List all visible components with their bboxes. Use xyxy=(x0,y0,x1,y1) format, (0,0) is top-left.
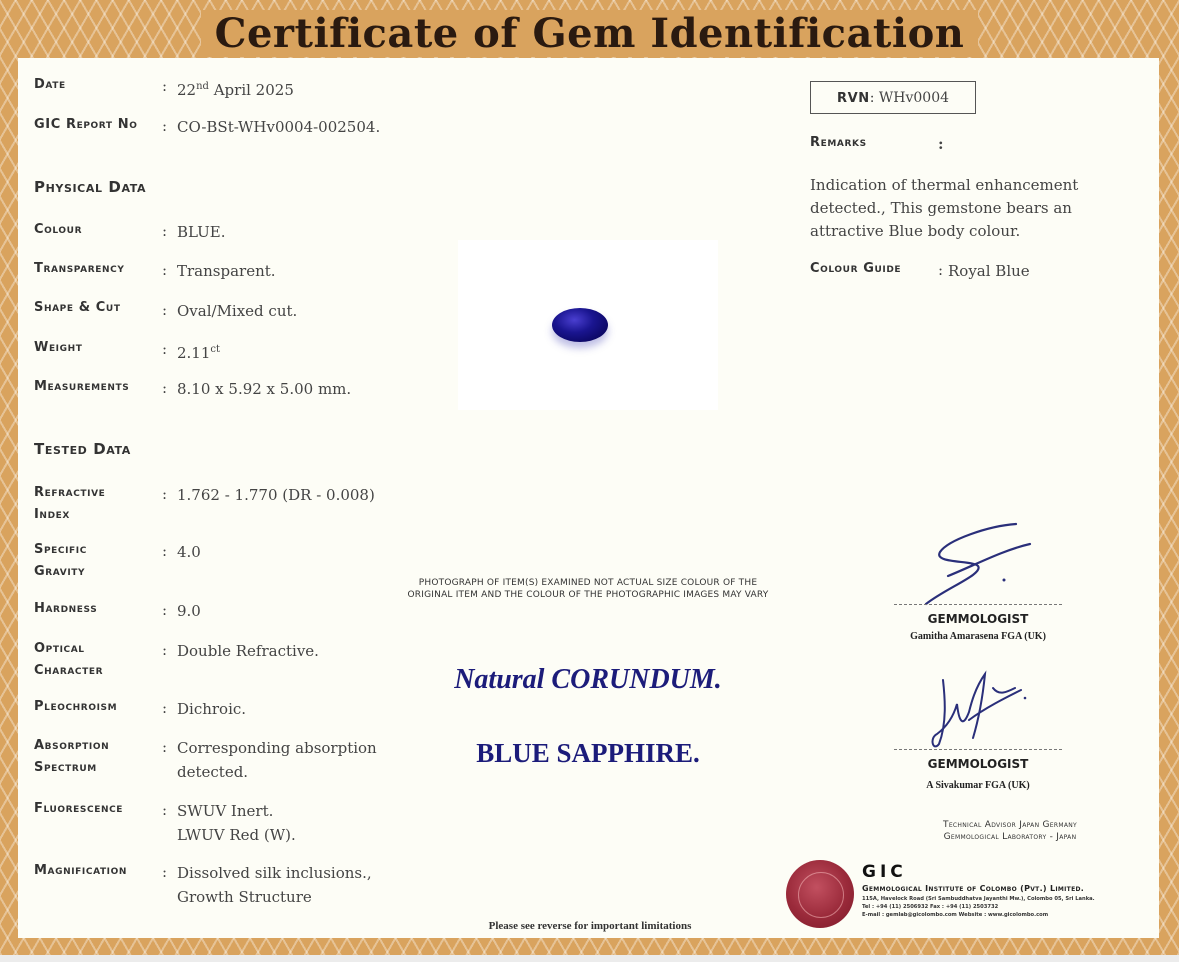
colon: : xyxy=(162,699,168,717)
lab-address: 115A, Havelock Road (Sri Sambuddhatva Jayanthi Mw.), Colombo 05, Sri Lanka. xyxy=(862,896,1095,902)
colon: : xyxy=(938,261,944,279)
certificate-title: Certificate of Gem Identification xyxy=(0,10,1179,57)
rvn-colon: : xyxy=(869,90,879,106)
colon: : xyxy=(162,340,168,358)
signature-line xyxy=(894,604,1062,605)
measurements-value: 8.10 x 5.92 x 5.00 mm. xyxy=(177,380,352,398)
colon: : xyxy=(162,542,168,560)
seal-ring xyxy=(798,872,844,918)
measurements-label: Measurements xyxy=(34,379,130,394)
colour-value: BLUE. xyxy=(177,223,226,241)
colon: : xyxy=(938,135,944,153)
tested-heading: Tested Data xyxy=(34,440,131,458)
gic-logo: GIC xyxy=(862,862,907,882)
fluorescence-label: Fluorescence xyxy=(34,801,124,816)
colon: : xyxy=(162,301,168,319)
gem-variety: BLUE SAPPHIRE. xyxy=(476,738,700,768)
gem-species: Natural CORUNDUM. xyxy=(454,664,722,695)
technical-advisor: Technical Advisor Japan Germany Gemmological Laboratory - Japan xyxy=(943,820,1077,842)
report-label: GIC Report No xyxy=(34,117,138,132)
magnification-value: Dissolved silk inclusions., Growth Structure xyxy=(177,864,372,906)
rvn-value: WHv0004 xyxy=(878,90,950,106)
pleochroism-value: Dichroic. xyxy=(177,700,247,718)
report-value: CO-BSt-WHv0004-002504. xyxy=(177,118,381,136)
colon: : xyxy=(162,863,168,881)
rvn-label: RVN xyxy=(836,91,870,106)
colon: : xyxy=(162,601,168,619)
colour-guide-value: Royal Blue xyxy=(948,262,1030,280)
pleochroism-label: Pleochroism xyxy=(34,699,118,714)
gemmologist-1-name: Gamitha Amarasena FGA (UK) xyxy=(910,631,1046,642)
shape-label: Shape & Cut xyxy=(34,300,121,315)
weight-label: Weight xyxy=(34,340,83,355)
lab-phone: Tel : +94 (11) 2506932 Fax : +94 (11) 2503732 xyxy=(862,904,999,910)
gemmologist-2-name: A Sivakumar FGA (UK) xyxy=(926,780,1030,791)
colon: : xyxy=(162,117,168,135)
signature-1 xyxy=(918,518,1038,610)
colon: : xyxy=(162,485,168,503)
reverse-note: Please see reverse for important limitations xyxy=(488,920,692,932)
colon: : xyxy=(162,77,168,95)
hardness-value: 9.0 xyxy=(177,602,201,620)
magnification-label: Magnification xyxy=(34,863,128,878)
fluorescence-value: SWUV Inert. LWUV Red (W). xyxy=(177,802,296,844)
colon: : xyxy=(162,641,168,659)
signature-line xyxy=(894,749,1062,750)
photo-disclaimer: PHOTOGRAPH OF ITEM(S) EXAMINED NOT ACTUAL SIZE COLOUR OF THE ORIGINAL ITEM AND THE COLOUR OF THE PHOTOGRAPHIC IMAGES MAY VARY xyxy=(407,578,769,600)
optical-value: Double Refractive. xyxy=(177,642,319,660)
rvn-box xyxy=(810,81,976,114)
date-label: Date xyxy=(34,77,66,92)
date-value: 22nd April 2025 xyxy=(177,81,294,99)
lab-name: Gemmological Institute of Colombo (Pvt.) Limited. xyxy=(862,884,1085,893)
ri-label: Refractive Index xyxy=(34,485,106,522)
gem-photo xyxy=(552,308,608,342)
colon: : xyxy=(162,379,168,397)
remarks-label: Remarks xyxy=(810,135,867,150)
absorption-value: Corresponding absorption detected. xyxy=(177,739,377,781)
wax-seal xyxy=(786,860,854,928)
optical-label: Optical Character xyxy=(34,641,104,678)
hardness-label: Hardness xyxy=(34,601,98,616)
shape-value: Oval/Mixed cut. xyxy=(177,302,298,320)
lab-email: E-mail : gemlab@gicolombo.com Website : www.gicolombo.com xyxy=(862,912,1049,918)
sg-label: Specific Gravity xyxy=(34,542,87,579)
gemmologist-1-title: GEMMOLOGIST xyxy=(927,612,1029,626)
weight-value: $2.11^{ct}$ xyxy=(177,344,221,362)
sg-value: 4.0 xyxy=(177,543,201,561)
transparency-value: Transparent. xyxy=(177,262,276,280)
colon: : xyxy=(162,738,168,756)
colour-label: Colour xyxy=(34,222,83,237)
remarks-text: Indication of thermal enhancement detected., This gemstone bears an attractive Blue body colour. xyxy=(810,176,1079,240)
transparency-label: Transparency xyxy=(34,261,125,276)
physical-heading: Physical Data xyxy=(34,178,147,196)
absorption-label: Absorption Spectrum xyxy=(34,738,110,775)
colon: : xyxy=(162,801,168,819)
colon: : xyxy=(162,222,168,240)
ri-value: 1.762 - 1.770 (DR - 0.008) xyxy=(177,486,375,504)
signature-2 xyxy=(925,668,1035,754)
colour-guide-label: Colour Guide xyxy=(810,261,902,276)
colon: : xyxy=(162,261,168,279)
gemmologist-2-title: GEMMOLOGIST xyxy=(927,757,1029,771)
